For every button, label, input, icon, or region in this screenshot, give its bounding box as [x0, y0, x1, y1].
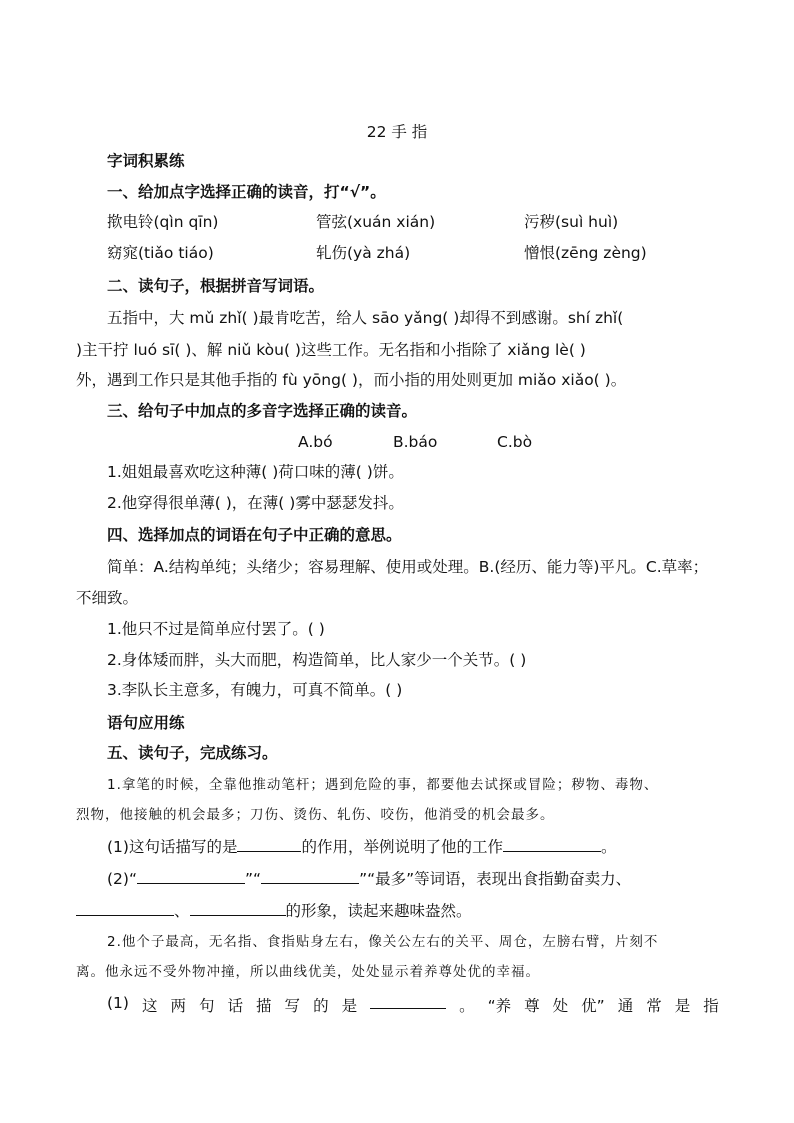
q5-word: 两 — [170, 997, 186, 1015]
q4-item: 2.身体矮而胖，头大而肥，构造简单，比人家少一个关节。( ) — [107, 651, 527, 669]
q5-text: 的作用，举例说明了他的工作 — [301, 838, 503, 856]
q1-item: 窈窕(tiǎo tiáo) — [107, 244, 214, 262]
q5-passage-line: 1.拿笔的时候，全靠他推动笔杆；遇到危险的事，都要他去试探或冒险；秽物、毒物、 — [107, 777, 659, 793]
q5-text: 的形象，读起来趣味盎然。 — [285, 902, 472, 920]
q5-word: (1) — [107, 994, 129, 1012]
q5-text: ”“ — [245, 870, 262, 888]
q5-text: 、 — [174, 902, 190, 920]
q5-text: (1)这句话描写的是 — [107, 838, 238, 856]
question-2-heading: 二、读句子，根据拼音写词语。 — [107, 277, 325, 295]
q2-line: 外，遇到工作只是其他手指的 fù yōng( )，而小指的用处则更加 miǎo xiǎo( )。 — [76, 371, 627, 389]
q1-item: 揿电铃(qìn qīn) — [107, 213, 219, 231]
q5-word: 指 — [703, 997, 719, 1015]
q5-word: 尊 — [524, 997, 540, 1015]
q4-definition-line: 不细致。 — [76, 589, 139, 607]
q5-word: 话 — [227, 997, 244, 1015]
answer-blank[interactable] — [503, 837, 601, 852]
q5-word: 处 — [552, 997, 569, 1015]
q1-item: 管弦(xuán xián) — [316, 213, 436, 231]
q5-word: 是 — [341, 997, 358, 1015]
q3-item: 2.他穿得很单薄( )，在薄( )雾中瑟瑟发抖。 — [107, 494, 404, 512]
q5-word: 是 — [674, 997, 691, 1015]
q5-sub-question-2-continued — [76, 901, 472, 921]
q5-sub-question-2 — [107, 869, 631, 889]
question-3-heading: 三、给句子中加点的多音字选择正确的读音。 — [107, 402, 418, 420]
q3-option: C.bò — [497, 433, 533, 451]
q5-sub-question-1 — [107, 837, 617, 857]
q3-option: B.báo — [393, 433, 438, 451]
q5-word: 句 — [199, 997, 215, 1015]
q5-text: ”“最多”等词语，表现出食指勤奋卖力、 — [359, 870, 632, 888]
question-5-heading: 五、读句子，完成练习。 — [107, 744, 278, 762]
page-title: 22 手 指 — [366, 123, 428, 141]
q4-definition-line: 简单：A.结构单纯；头绪少；容易理解、使用或处理。B.(经历、能力等)平凡。C.草率； — [107, 558, 709, 576]
q5-word: 这 — [141, 997, 158, 1015]
answer-blank[interactable] — [76, 901, 174, 916]
q5-word: “养 — [487, 997, 512, 1015]
section-header-sentence: 语句应用练 — [107, 714, 185, 732]
q2-line: 五指中，大 mǔ zhǐ( )最肯吃苦，给人 sāo yǎng( )却得不到感谢。shí zhǐ( — [107, 309, 624, 327]
q5-word: 通 — [617, 997, 634, 1015]
q3-option: A.bó — [298, 433, 333, 451]
answer-blank[interactable] — [237, 837, 301, 852]
q5-passage-line: 离。他永远不受外物冲撞，所以曲线优美，处处显示着养尊处优的幸福。 — [76, 964, 540, 980]
answer-blank[interactable] — [190, 901, 286, 916]
q5-text: (2)“ — [107, 870, 137, 888]
q5-word: 描 — [256, 997, 272, 1015]
q5-word: 常 — [646, 997, 662, 1015]
q5-passage-line: 烈物，他接触的机会最多；刀伤、烫伤、轧伤、咬伤，他消受的机会最多。 — [76, 807, 555, 823]
answer-blank[interactable] — [261, 869, 359, 884]
q5-word: 写 — [284, 997, 301, 1015]
answer-blank[interactable] — [137, 869, 245, 884]
q4-item: 3.李队长主意多，有魄力，可真不简单。( ) — [107, 681, 403, 699]
q2-line: )主干拧 luó sī( )、解 niǔ kòu( )这些工作。无名指和小指除了 xiǎng lè( ) — [76, 341, 586, 359]
q1-item: 憎恨(zēng zèng) — [524, 244, 647, 262]
q5-word: 的 — [313, 997, 329, 1015]
q1-item: 轧伤(yà zhá) — [316, 244, 411, 262]
answer-blank[interactable] — [370, 994, 446, 1009]
section-header-vocabulary: 字词积累练 — [107, 152, 185, 170]
q5-word: 。 — [459, 997, 475, 1015]
q1-item: 污秽(suì huì) — [524, 213, 619, 231]
q5-text: 。 — [600, 838, 617, 856]
question-4-heading: 四、选择加点的词语在句子中正确的意思。 — [107, 526, 402, 544]
question-1-heading: 一、给加点字选择正确的读音，打“√”。 — [107, 183, 386, 201]
q4-item: 1.他只不过是简单应付罢了。( ) — [107, 620, 325, 638]
q5-passage-line: 2.他个子最高，无名指、食指贴身左右，像关公左右的关平、周仓，左膀右臂，片刻不 — [107, 934, 659, 950]
q5-word: 优” — [581, 997, 605, 1015]
q5-last-line — [107, 994, 719, 1016]
q3-item: 1.姐姐最喜欢吃这种薄( )荷口味的薄( )饼。 — [107, 463, 404, 481]
